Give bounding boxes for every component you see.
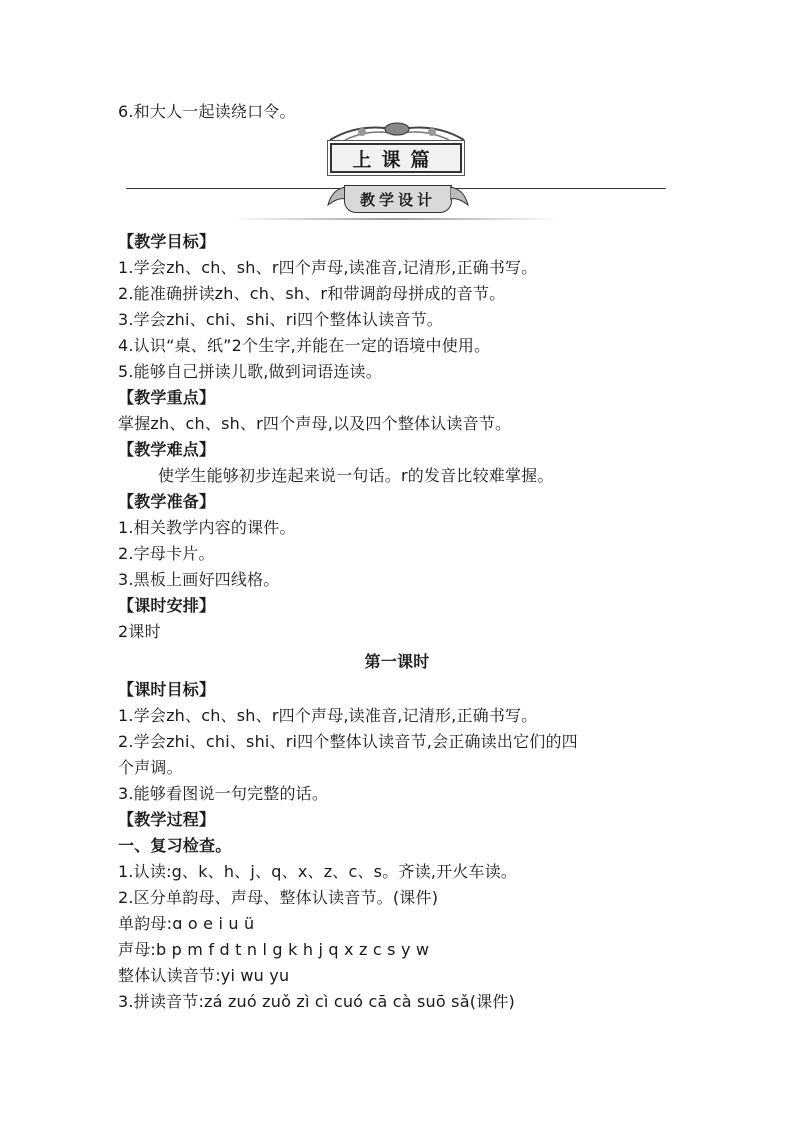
preparation-item: 2.字母卡片。 (118, 544, 215, 563)
step1-title: 一、复习检查。 (118, 836, 232, 855)
left-wing-icon (326, 185, 346, 209)
process-title: 【教学过程】 (118, 810, 216, 829)
goal-item: 4.认识“桌、纸”2个生字,并能在一定的语境中使用。 (118, 336, 491, 355)
lesson-heading: 第一课时 (364, 652, 430, 671)
goal-item: 3.学会zhi、chi、shi、ri四个整体认读音节。 (118, 310, 443, 329)
right-wing-icon (450, 185, 470, 209)
header-fade-rule (230, 218, 560, 220)
key-points-text: 掌握zh、ch、sh、r四个声母,以及四个整体认读音节。 (118, 414, 512, 433)
difficulties-text: 使学生能够初步连起来说一句话。r的发音比较难掌握。 (158, 466, 554, 485)
subsection-banner: 教学设计 (344, 185, 452, 213)
key-points-title: 【教学重点】 (118, 388, 216, 407)
lesson-goal-item: 2.学会zhi、chi、shi、ri四个整体认读音节,会正确读出它们的四 (118, 732, 578, 751)
preparation-title: 【教学准备】 (118, 492, 216, 511)
step1-item: 声母:b p m f d t n l g k h j q x z c s y w (118, 940, 430, 959)
step1-item: 1.认读:g、k、h、j、q、x、z、c、s。齐读,开火车读。 (118, 862, 518, 881)
lesson-goal-item: 3.能够看图说一句完整的话。 (118, 784, 329, 803)
goal-item: 2.能准确拼读zh、ch、sh、r和带调韵母拼成的音节。 (118, 284, 506, 303)
goals-title: 【教学目标】 (118, 232, 216, 251)
lesson-goal-item: 个声调。 (118, 758, 183, 777)
step1-item: 整体认读音节:yi wu yu (118, 966, 290, 985)
step1-item: 单韵母:ɑ o e i u ü (118, 914, 255, 933)
goal-item: 5.能够自己拼读儿歌,做到词语连读。 (118, 362, 382, 381)
preparation-item: 3.黑板上画好四线格。 (118, 570, 280, 589)
preparation-item: 1.相关教学内容的课件。 (118, 518, 296, 537)
lesson-goals-title: 【课时目标】 (118, 680, 216, 699)
lesson-goal-item: 1.学会zh、ch、sh、r四个声母,读准音,记清形,正确书写。 (118, 706, 538, 725)
goal-item: 1.学会zh、ch、sh、r四个声母,读准音,记清形,正确书写。 (118, 258, 538, 277)
schedule-text: 2课时 (118, 622, 161, 641)
difficulties-title: 【教学难点】 (118, 440, 216, 459)
schedule-title: 【课时安排】 (118, 596, 216, 615)
section-banner: 上课篇 (330, 143, 462, 173)
ornament-scroll-icon (300, 120, 494, 144)
step1-item: 3.拼读音节:zá zuó zuǒ zì cì cuó cā cà suō sǎ(课件) (118, 992, 515, 1011)
step1-item: 2.区分单韵母、声母、整体认读音节。(课件) (118, 888, 439, 907)
intro-item: 6.和大人一起读绕口令。 (118, 102, 296, 121)
